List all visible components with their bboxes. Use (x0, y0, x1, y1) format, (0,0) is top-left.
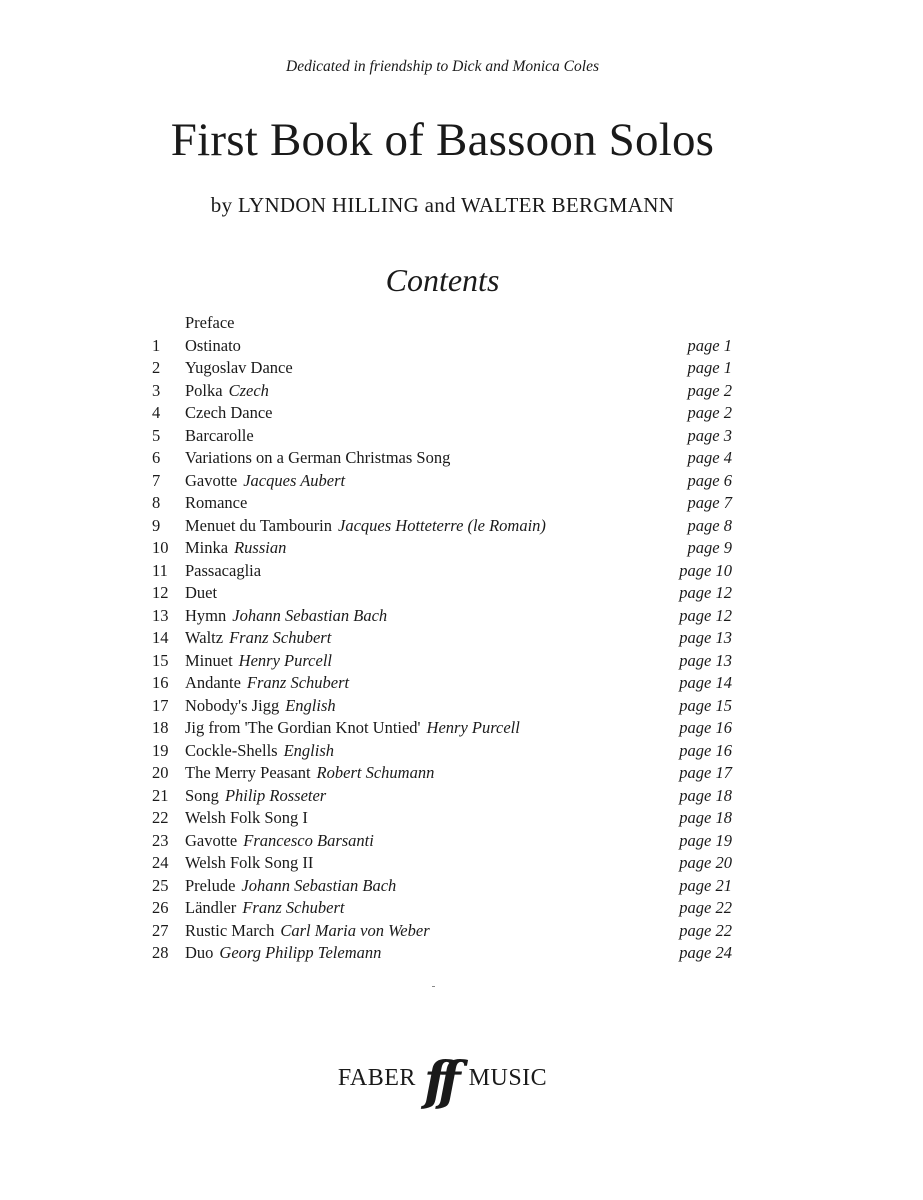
toc-number: 6 (152, 448, 161, 467)
toc-page-ref: page 15 (679, 695, 732, 715)
toc-number: 20 (152, 763, 169, 782)
toc-number: 25 (152, 875, 169, 895)
faber-ff-logo: ff (423, 1051, 453, 1112)
toc-title (185, 695, 336, 718)
toc-title (185, 942, 381, 965)
toc-row (152, 312, 732, 335)
toc-title (185, 650, 332, 673)
toc-row (152, 785, 732, 808)
toc-row (152, 650, 732, 673)
toc-row (152, 897, 732, 920)
toc-number: 16 (152, 673, 169, 692)
toc-row (152, 605, 732, 628)
toc-number: 9 (152, 515, 161, 535)
publisher-name-left: FABER (337, 1064, 416, 1091)
table-of-contents (152, 312, 732, 965)
toc-row (152, 942, 732, 965)
toc-page-ref: page 1 (687, 335, 732, 355)
toc-composer: Johann Sebastian Bach (232, 605, 388, 625)
toc-piece-title: Duo (185, 943, 214, 962)
toc-number: 14 (152, 628, 169, 647)
toc-title (185, 312, 234, 335)
toc-composer: Franz Schubert (229, 628, 332, 647)
toc-composer: Russian (234, 538, 287, 557)
toc-composer: English (283, 740, 334, 760)
toc-page-ref: page 1 (687, 358, 732, 377)
toc-title (185, 380, 269, 403)
toc-row (152, 560, 732, 583)
toc-row (152, 807, 732, 830)
toc-composer: Henry Purcell (238, 650, 332, 670)
toc-composer: Philip Rosseter (224, 785, 327, 805)
toc-page-ref: page 20 (679, 853, 732, 872)
toc-number: 1 (152, 335, 161, 355)
toc-title (185, 875, 396, 898)
scan-speck (432, 986, 435, 987)
toc-title (185, 627, 331, 650)
toc-number: 24 (152, 853, 169, 872)
toc-number: 19 (152, 740, 169, 760)
toc-piece-title: Polka (185, 380, 223, 400)
toc-piece-title: Romance (185, 493, 248, 512)
toc-number: 7 (152, 470, 161, 490)
toc-page-ref: page 7 (687, 493, 732, 512)
toc-piece-title: Minka (185, 538, 229, 557)
toc-piece-title: Jig from 'The Gordian Knot Untied' (185, 718, 421, 737)
toc-piece-title: Waltz (185, 628, 224, 647)
toc-composer: English (285, 695, 336, 715)
toc-composer: Franz Schubert (242, 898, 345, 917)
toc-title (185, 560, 261, 583)
toc-composer: Jacques Hotteterre (le Romain) (338, 515, 546, 535)
toc-row (152, 762, 732, 785)
toc-piece-title: The Merry Peasant (185, 763, 311, 782)
toc-piece-title: Menuet du Tambourin (185, 515, 333, 535)
toc-page-ref: page 16 (679, 718, 732, 737)
contents-heading: Contents (385, 262, 500, 298)
toc-piece-title: Passacaglia (185, 560, 262, 580)
toc-composer: Franz Schubert (246, 673, 350, 692)
toc-row (152, 740, 732, 763)
toc-page-ref: page 2 (687, 380, 732, 400)
toc-number: 22 (152, 808, 169, 827)
toc-row (152, 875, 732, 898)
toc-composer: Czech (228, 380, 269, 400)
toc-page-ref: page 12 (679, 583, 732, 602)
toc-row (152, 402, 732, 425)
toc-piece-title: Variations on a German Christmas Song (185, 448, 451, 467)
toc-piece-title: Yugoslav Dance (185, 358, 293, 377)
toc-number: 5 (152, 425, 161, 445)
toc-row (152, 852, 732, 875)
toc-piece-title: Ländler (185, 898, 237, 917)
toc-number: 11 (152, 560, 168, 580)
toc-page-ref: page 2 (687, 403, 732, 422)
toc-number: 18 (152, 718, 169, 737)
toc-piece-title: Welsh Folk Song II (185, 853, 314, 872)
toc-title (185, 357, 293, 380)
publisher-imprint (0, 1051, 885, 1112)
toc-row (152, 425, 732, 448)
toc-number: 2 (152, 358, 161, 377)
toc-row (152, 717, 732, 740)
authors-line: by LYNDON HILLING and WALTER BERGMANN (210, 193, 675, 217)
toc-page-ref: page 18 (679, 808, 732, 827)
toc-title (185, 830, 374, 853)
toc-piece-title: Hymn (185, 605, 227, 625)
toc-title (185, 762, 434, 785)
toc-piece-title: Gavotte (185, 830, 238, 850)
toc-page-ref: page 4 (687, 448, 732, 467)
toc-piece-title: Song (185, 785, 219, 805)
toc-page-ref: page 18 (679, 785, 732, 805)
toc-row (152, 830, 732, 853)
toc-number: 3 (152, 380, 161, 400)
toc-piece-title: Duet (185, 583, 218, 602)
toc-number: 26 (152, 898, 169, 917)
toc-piece-title: Prelude (185, 875, 236, 895)
toc-page-ref: page 22 (679, 920, 732, 940)
dedication: Dedicated in friendship to Dick and Monica Coles (286, 58, 599, 75)
toc-title (185, 717, 520, 740)
toc-composer: Georg Philipp Telemann (219, 943, 382, 962)
toc-number: 13 (152, 605, 169, 625)
toc-number: 27 (152, 920, 169, 940)
toc-number: 23 (152, 830, 169, 850)
toc-row (152, 627, 732, 650)
toc-number: 28 (152, 943, 169, 962)
toc-page-ref: page 6 (687, 470, 732, 490)
toc-title (185, 740, 334, 763)
publisher-name-right: MUSIC (468, 1064, 548, 1091)
toc-page-ref: page 17 (679, 763, 732, 782)
toc-piece-title: Czech Dance (185, 403, 273, 422)
toc-title (185, 807, 308, 830)
toc-number: 10 (152, 538, 169, 557)
toc-title (185, 515, 546, 538)
toc-composer: Johann Sebastian Bach (241, 875, 397, 895)
toc-page-ref: page 21 (679, 875, 732, 895)
page-title: First Book of Bassoon Solos (170, 114, 715, 166)
toc-piece-title: Ostinato (185, 335, 241, 355)
toc-page-ref: page 13 (679, 650, 732, 670)
toc-row (152, 537, 732, 560)
toc-title (185, 920, 430, 943)
toc-page-ref: page 12 (679, 605, 732, 625)
toc-page-ref: page 24 (679, 943, 732, 962)
toc-number: 21 (152, 785, 169, 805)
toc-title (185, 785, 326, 808)
toc-row (152, 492, 732, 515)
toc-composer: Robert Schumann (316, 763, 435, 782)
toc-row (152, 380, 732, 403)
toc-row (152, 695, 732, 718)
toc-piece-title: Gavotte (185, 470, 238, 490)
toc-row (152, 335, 732, 358)
toc-number: 4 (152, 403, 161, 422)
toc-page-ref: page 14 (679, 673, 732, 692)
toc-page-ref: page 8 (687, 515, 732, 535)
toc-page-ref: page 13 (679, 628, 732, 647)
toc-title (185, 447, 450, 470)
toc-row (152, 357, 732, 380)
toc-number: 8 (152, 493, 161, 512)
toc-title (185, 492, 247, 515)
toc-row (152, 447, 732, 470)
toc-number: 15 (152, 650, 169, 670)
toc-piece-title: Preface (185, 313, 235, 332)
toc-composer: Jacques Aubert (243, 470, 346, 490)
toc-title (185, 672, 349, 695)
toc-title (185, 470, 345, 493)
toc-row (152, 920, 732, 943)
toc-piece-title: Nobody's Jigg (185, 695, 280, 715)
toc-composer: Francesco Barsanti (243, 830, 374, 850)
toc-title (185, 897, 345, 920)
toc-title (185, 605, 387, 628)
toc-title (185, 425, 254, 448)
toc-row (152, 515, 732, 538)
toc-piece-title: Andante (185, 673, 241, 692)
toc-title (185, 582, 217, 605)
toc-page-ref: page 22 (679, 898, 732, 917)
toc-row (152, 470, 732, 493)
toc-page-ref: page 9 (687, 538, 732, 557)
toc-title (185, 537, 286, 560)
toc-page-ref: page 16 (679, 740, 732, 760)
toc-piece-title: Minuet (185, 650, 233, 670)
toc-title (185, 852, 313, 875)
toc-number: 17 (152, 695, 169, 715)
toc-page-ref: page 10 (679, 560, 732, 580)
toc-piece-title: Barcarolle (185, 425, 254, 445)
toc-piece-title: Welsh Folk Song I (185, 808, 308, 827)
toc-title (185, 402, 273, 425)
toc-page-ref: page 19 (679, 830, 732, 850)
toc-composer: Carl Maria von Weber (280, 920, 430, 940)
toc-piece-title: Rustic March (185, 920, 275, 940)
toc-row (152, 672, 732, 695)
toc-title (185, 335, 241, 358)
toc-composer: Henry Purcell (426, 718, 520, 737)
toc-number: 12 (152, 583, 169, 602)
toc-row (152, 582, 732, 605)
toc-piece-title: Cockle-Shells (185, 740, 278, 760)
toc-page-ref: page 3 (687, 425, 732, 445)
